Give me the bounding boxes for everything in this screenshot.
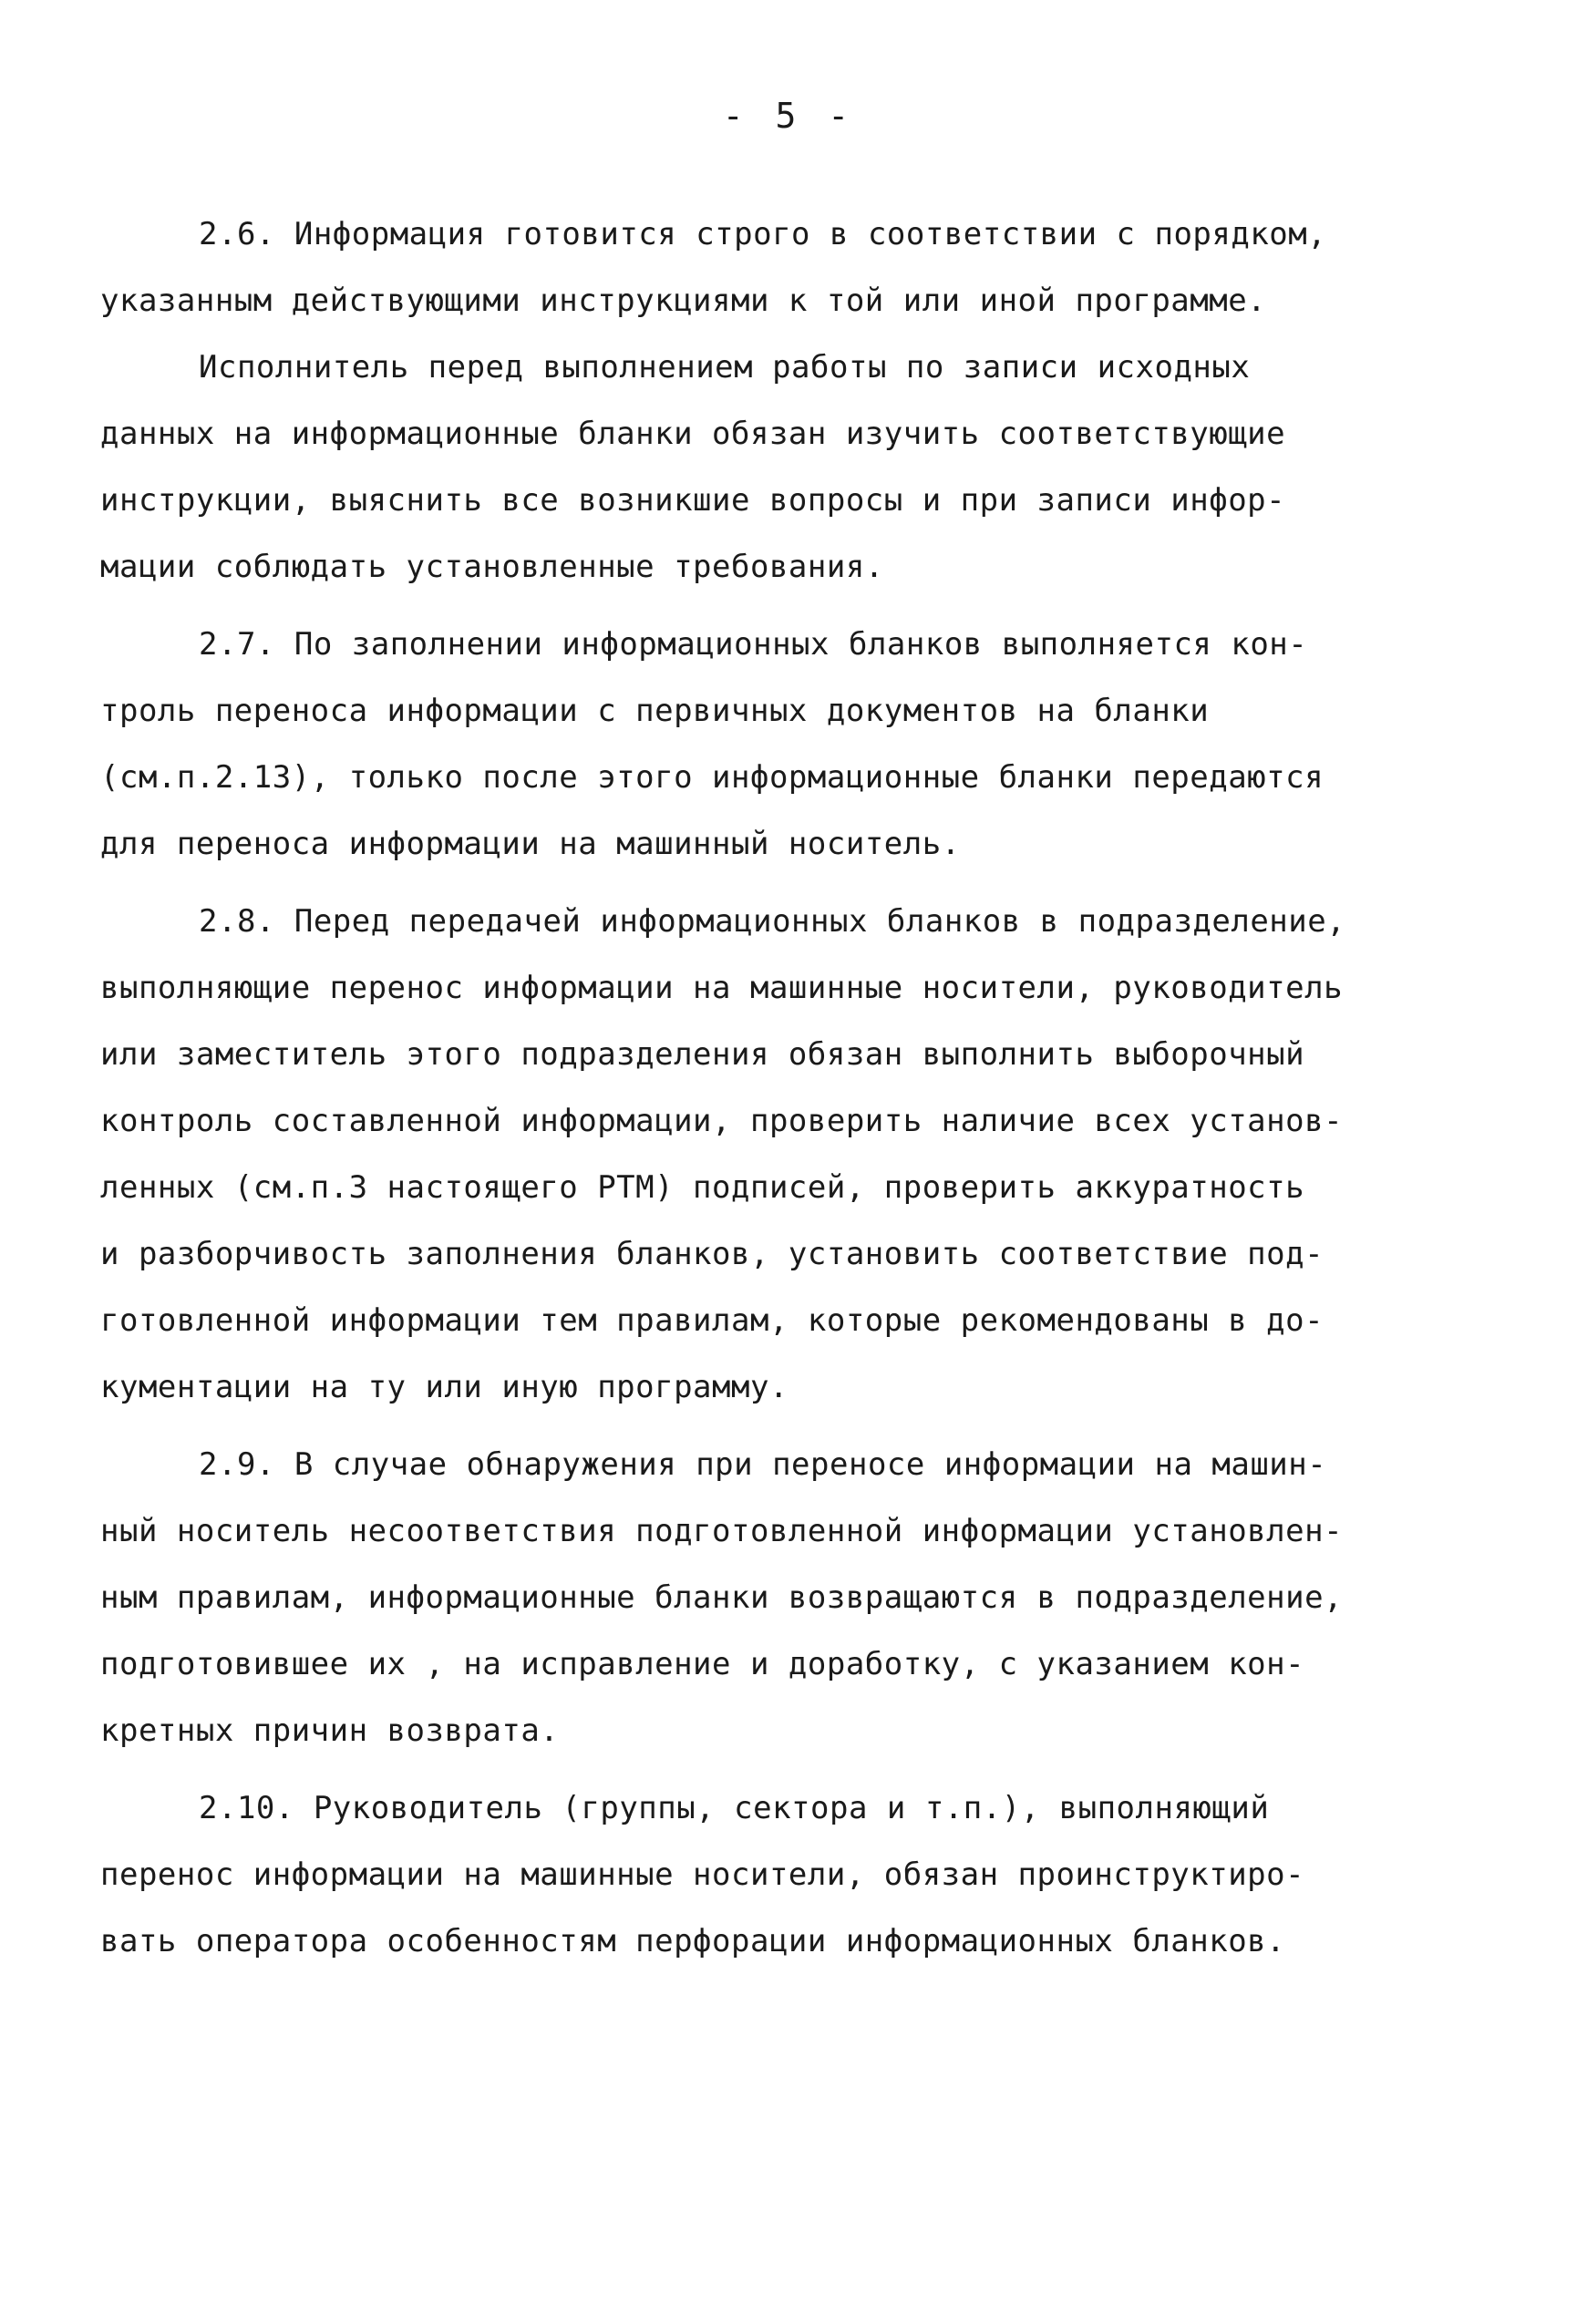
text-line-2-6-2: указанным действующими инструкциями к той или иной программе. xyxy=(100,283,1267,319)
text-line-2-8-1: 2.8. Перед передачей информационных бланков в подразделение, xyxy=(199,903,1346,940)
text-line-2-6-6: мации соблюдать установленные требования. xyxy=(100,549,884,585)
text-line-2-8-2: выполняющие перенос информации на машинные носители, руководитель xyxy=(100,970,1344,1006)
text-line-2-10-2: перенос информации на машинные носители, обязан проинструктиро- xyxy=(100,1856,1305,1893)
text-line-2-6-3: Исполнитель перед выполнением работы по записи исходных xyxy=(199,349,1251,386)
text-line-2-6-1: 2.6. Информация готовится строго в соответствии с порядком, xyxy=(199,216,1327,252)
page-number: - 5 - xyxy=(722,96,855,136)
text-line-2-7-1: 2.7. По заполнении информационных бланков выполняется кон- xyxy=(199,626,1308,663)
text-line-2-9-5: кретных причин возврата. xyxy=(100,1712,560,1749)
text-line-2-8-7: готовленной информации тем правилам, которые рекомендованы в до- xyxy=(100,1302,1324,1339)
text-line-2-8-8: кументации на ту или иную программу. xyxy=(100,1369,788,1405)
text-line-2-10-3: вать оператора особенностям перфорации информационных бланков. xyxy=(100,1923,1286,1959)
text-line-2-9-3: ным правилам, информационные бланки возвращаются в подразделение, xyxy=(100,1579,1344,1616)
text-line-2-9-1: 2.9. В случае обнаружения при переносе информации на машин- xyxy=(199,1446,1327,1483)
text-line-2-8-6: и разборчивость заполнения бланков, установить соответствие под- xyxy=(100,1236,1324,1272)
text-line-2-7-4: для переноса информации на машинный носитель. xyxy=(100,826,961,862)
text-line-2-8-3: или заместитель этого подразделения обязан выполнить выборочный xyxy=(100,1036,1305,1073)
text-line-2-7-3: (см.п.2.13), только после этого информационные бланки передаются xyxy=(100,759,1324,796)
text-line-2-9-4: подготовившее их , на исправление и доработку, с указанием кон- xyxy=(100,1646,1305,1682)
text-line-2-10-1: 2.10. Руководитель (группы, сектора и т.п.), выполняющий xyxy=(199,1790,1270,1826)
text-line-2-6-5: инструкции, выяснить все возникшие вопросы и при записи инфор- xyxy=(100,482,1286,519)
text-line-2-7-2: троль переноса информации с первичных документов на бланки xyxy=(100,693,1210,729)
text-line-2-8-5: ленных (см.п.3 настоящего РТМ) подписей, проверить аккуратность xyxy=(100,1169,1305,1206)
text-line-2-8-4: контроль составленной информации, проверить наличие всех установ- xyxy=(100,1103,1344,1139)
text-line-2-6-4: данных на информационные бланки обязан изучить соответствующие xyxy=(100,416,1286,452)
text-line-2-9-2: ный носитель несоответствия подготовленной информации установлен- xyxy=(100,1513,1344,1549)
